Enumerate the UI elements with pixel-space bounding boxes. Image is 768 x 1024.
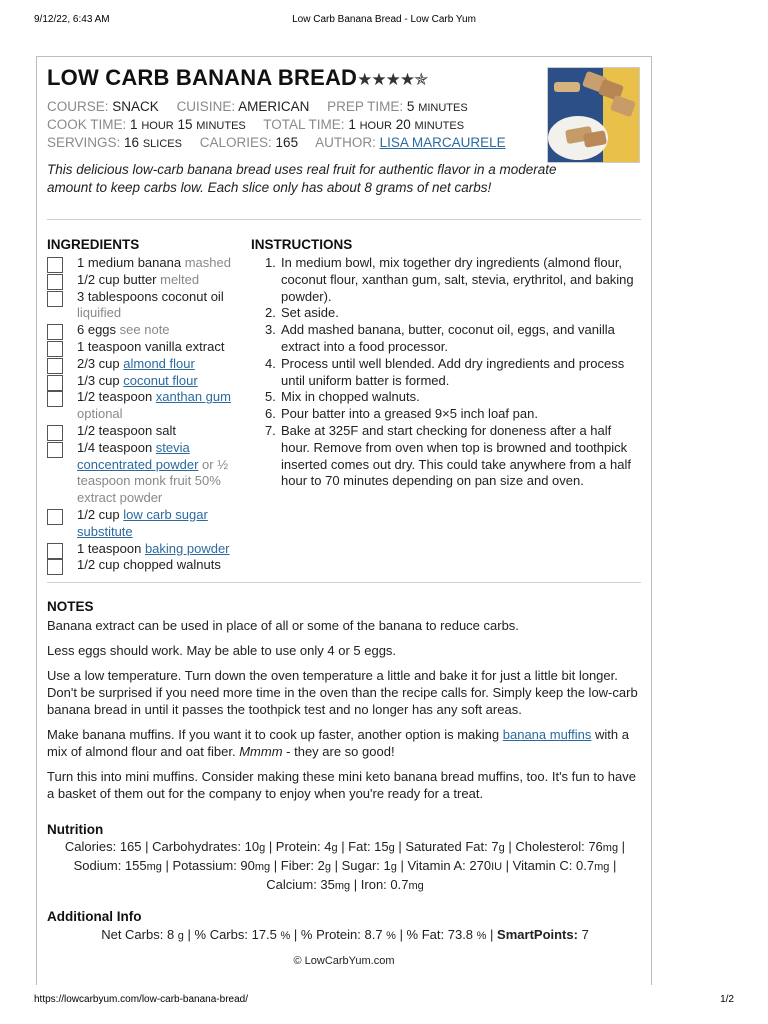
recipe-meta-row-2: COOK TIME: 1 HOUR 15 MINUTES TOTAL TIME: 1 HOUR 20 MINUTES — [47, 117, 465, 132]
step-text: Process until well blended. Add dry ingredients and process until uniform batter is formed. — [281, 355, 625, 388]
step-number: 3. — [265, 322, 276, 338]
ingredient-item — [47, 423, 247, 440]
print-page-number: 1/2 — [720, 994, 734, 1005]
print-url: https://lowcarbyum.com/low-carb-banana-bread/ — [34, 994, 248, 1005]
author-link[interactable]: LISA MARCAURELE — [379, 135, 506, 150]
additional-info: Net Carbs: 8 g | % Carbs: 17.5 % | % Protein: 8.7 % | % Fat: 73.8 % | SmartPoints: 7 — [101, 927, 589, 942]
instruction-step — [251, 322, 641, 356]
ingredient-item — [47, 322, 247, 339]
ingredient-checkbox[interactable] — [47, 291, 63, 307]
ingredient-checkbox[interactable] — [47, 358, 63, 374]
instruction-step — [251, 406, 641, 423]
print-datetime: 9/12/22, 6:43 AM — [34, 14, 110, 25]
recipe-card — [36, 56, 652, 985]
ingredient-item — [47, 557, 247, 574]
print-header — [34, 14, 734, 28]
instruction-step — [251, 305, 641, 322]
additional-info-heading: Additional Info — [47, 909, 142, 924]
ingredient-text: 1/4 teaspoon — [77, 439, 156, 455]
ingredient-item — [47, 255, 247, 272]
ingredient-text: 1/2 teaspoon — [77, 389, 156, 405]
ingredient-note: see note — [116, 322, 170, 338]
notes-body — [47, 617, 643, 810]
instruction-step — [251, 423, 641, 490]
ingredient-note: melted — [156, 271, 200, 287]
recipe-meta-row-3: SERVINGS: 16 SLICES CALORIES: 165 AUTHOR: LISA MARCAURELE — [47, 135, 506, 150]
step-text: Bake at 325F and start checking for doneness after a half hour. Remove from oven when top is browned and toothpick inserted comes out dry. This could take anywhere from a half hour to 70 minutes depending on pan size and oven. — [281, 422, 631, 489]
step-text: Pour batter into a greased 9×5 inch loaf pan. — [281, 406, 538, 422]
ingredient-text: 1 medium banana — [77, 255, 182, 270]
rating-stars-icon[interactable]: ★★★★✯ — [357, 70, 428, 89]
step-text: Set aside. — [281, 305, 339, 321]
ingredient-text: 6 eggs — [77, 322, 117, 338]
ingredient-item — [47, 389, 247, 423]
ingredient-text: 3 tablespoons coconut oil — [77, 288, 224, 304]
ingredient-link[interactable]: almond flour — [123, 355, 195, 371]
ingredient-note: mashed — [181, 255, 231, 270]
ingredient-checkbox[interactable] — [47, 257, 63, 273]
ingredient-note: optional — [77, 406, 123, 422]
divider — [47, 219, 641, 220]
step-number: 7. — [265, 422, 276, 438]
recipe-title: LOW CARB BANANA BREAD★★★★✯ — [47, 65, 428, 90]
ingredient-note: liquified — [77, 305, 122, 321]
ingredient-checkbox[interactable] — [47, 509, 63, 525]
ingredient-item — [47, 272, 247, 289]
nutrition-heading: Nutrition — [47, 822, 104, 837]
step-number: 4. — [265, 355, 276, 371]
ingredient-checkbox[interactable] — [47, 442, 63, 458]
recipe-summary: This delicious low-carb banana bread uses real fruit for authentic flavor in a moderate amount to keep carbs low. Each slice only has about 8 grams of net carbs! — [47, 162, 557, 195]
ingredient-item — [47, 339, 247, 356]
cuisine-value: AMERICAN — [238, 99, 310, 114]
note-paragraph: Make banana muffins. If you want it to cook up faster, another option is making banana muffins with a mix of almond flour and oat fiber. Mmmm - they are so good! — [47, 727, 629, 759]
ingredient-item — [47, 507, 247, 541]
instructions-heading: INSTRUCTIONS — [251, 237, 353, 252]
step-number: 5. — [265, 389, 276, 405]
ingredient-text: 1/2 cup — [77, 506, 124, 522]
ingredient-link[interactable]: baking powder — [144, 540, 230, 556]
ingredient-link[interactable]: coconut flour — [123, 372, 198, 388]
recipe-photo — [547, 67, 640, 163]
course-value: SNACK — [112, 99, 159, 114]
ingredient-link[interactable]: low carb sugar substitute — [77, 506, 208, 539]
print-page-title: Low Carb Banana Bread - Low Carb Yum — [292, 14, 476, 25]
ingredient-item — [47, 440, 247, 507]
ingredient-item — [47, 289, 247, 323]
recipe-meta-row-1: COURSE: SNACK CUISINE: AMERICAN PREP TIME: 5 MINUTES — [47, 99, 468, 114]
instructions-list — [251, 255, 641, 490]
ingredient-text: 2/3 cup — [77, 355, 124, 371]
ingredient-checkbox[interactable] — [47, 425, 63, 441]
note-paragraph: Less eggs should work. May be able to use only 4 or 5 eggs. — [47, 643, 397, 658]
copyright: © LowCarbYum.com — [293, 955, 395, 967]
ingredient-checkbox[interactable] — [47, 543, 63, 559]
ingredient-checkbox[interactable] — [47, 375, 63, 391]
ingredient-text: 1 teaspoon vanilla extract — [77, 338, 225, 354]
ingredient-item — [47, 541, 247, 558]
ingredients-heading: INGREDIENTS — [47, 237, 140, 252]
notes-heading: NOTES — [47, 599, 94, 614]
ingredient-text: 1/3 cup — [77, 372, 124, 388]
step-number: 2. — [265, 305, 276, 321]
ingredient-checkbox[interactable] — [47, 324, 63, 340]
note-paragraph: Turn this into mini muffins. Consider making these mini keto banana bread muffins, too. It's fun to have a basket of them out for the company to enjoy when you're ready for a treat. — [47, 769, 636, 801]
ingredient-note: or ½ teaspoon monk fruit 50% extract powder — [77, 456, 229, 506]
print-footer — [34, 994, 734, 1008]
ingredient-text: 1/2 teaspoon salt — [77, 422, 177, 438]
step-text: In medium bowl, mix together dry ingredients (almond flour, coconut flour, xanthan gum, salt, stevia, erythritol, and baking powder). — [281, 255, 634, 304]
step-number: 6. — [265, 406, 276, 422]
instruction-step — [251, 255, 641, 305]
note-paragraph: Banana extract can be used in place of all or some of the banana to reduce carbs. — [47, 618, 519, 633]
ingredient-link[interactable]: stevia concentrated powder — [77, 439, 199, 472]
ingredient-item — [47, 373, 247, 390]
ingredient-text: 1/2 cup chopped walnuts — [77, 557, 221, 573]
ingredient-text: 1/2 cup butter — [77, 271, 157, 287]
instruction-step — [251, 389, 641, 406]
ingredient-checkbox[interactable] — [47, 274, 63, 290]
ingredient-link[interactable]: xanthan gum — [155, 389, 231, 405]
ingredient-item — [47, 356, 247, 373]
ingredient-checkbox[interactable] — [47, 559, 63, 575]
ingredient-checkbox[interactable] — [47, 341, 63, 357]
note-paragraph: Use a low temperature. Turn down the oven temperature a little and bake it for just a little bit longer. Don't be surprised if you need more time in the oven than the recipe calls for. Simply keep the low-carb banana bread in until it passes the toothpick test and no longer has any soft areas. — [47, 668, 638, 717]
ingredients-list — [47, 255, 247, 574]
instruction-step — [251, 356, 641, 390]
step-text: Mix in chopped walnuts. — [281, 389, 420, 405]
ingredient-checkbox[interactable] — [47, 391, 63, 407]
step-number: 1. — [265, 255, 276, 270]
step-text: Add mashed banana, butter, coconut oil, eggs, and vanilla extract into a food processor. — [281, 322, 615, 354]
divider — [47, 582, 641, 583]
nutrition-facts: Calories: 165 | Carbohydrates: 10g | Protein: 4g | Fat: 15g | Saturated Fat: 7g | Cholesterol: 76mg | Sodium: 155mg | Potassium: 90mg | Fiber: 2g | Sugar: 1g | Vitamin A: 270IU | Vitamin C: 0.7mg | Calcium: 35mg | Iron: 0.7mg — [64, 839, 626, 892]
ingredient-text: 1 teaspoon — [77, 540, 145, 556]
banana-muffins-link[interactable]: banana muffins — [502, 727, 592, 742]
